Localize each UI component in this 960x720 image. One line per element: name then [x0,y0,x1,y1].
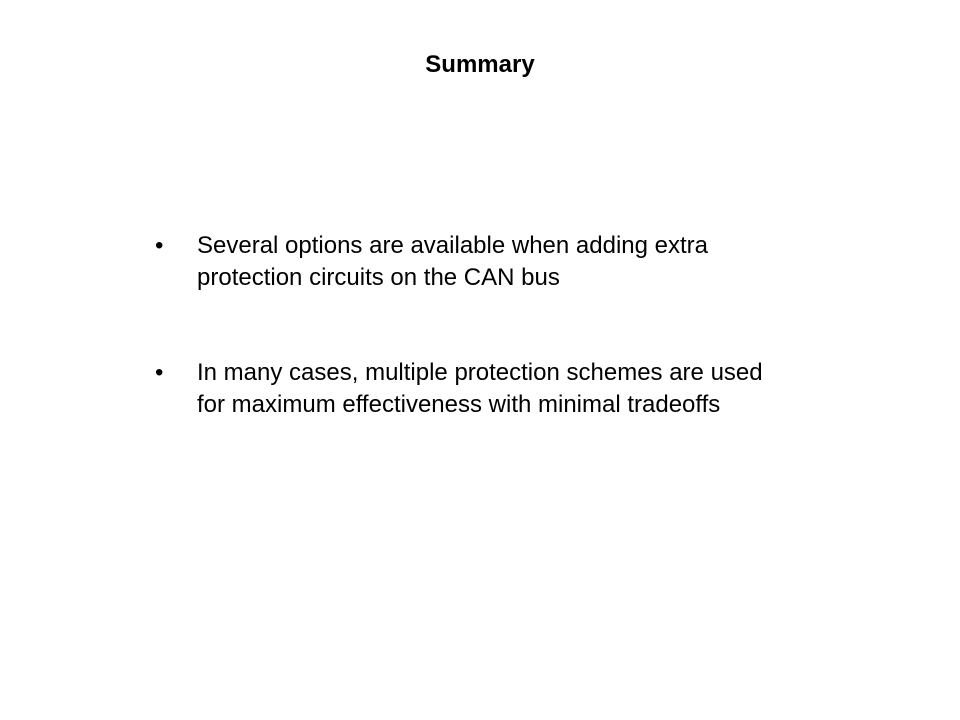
bullet-text: Several options are available when adding extra protection circuits on the CAN bus [197,232,708,291]
bullet-marker: • [155,359,164,386]
bullet-item [155,230,795,294]
bullet-marker: • [155,232,164,259]
slide-title: Summary [425,51,535,78]
bullet-item [155,357,795,421]
bullet-text: In many cases, multiple protection schemes are used for maximum effectiveness with minimal tradeoffs [197,359,763,418]
bullet-list [155,230,795,484]
